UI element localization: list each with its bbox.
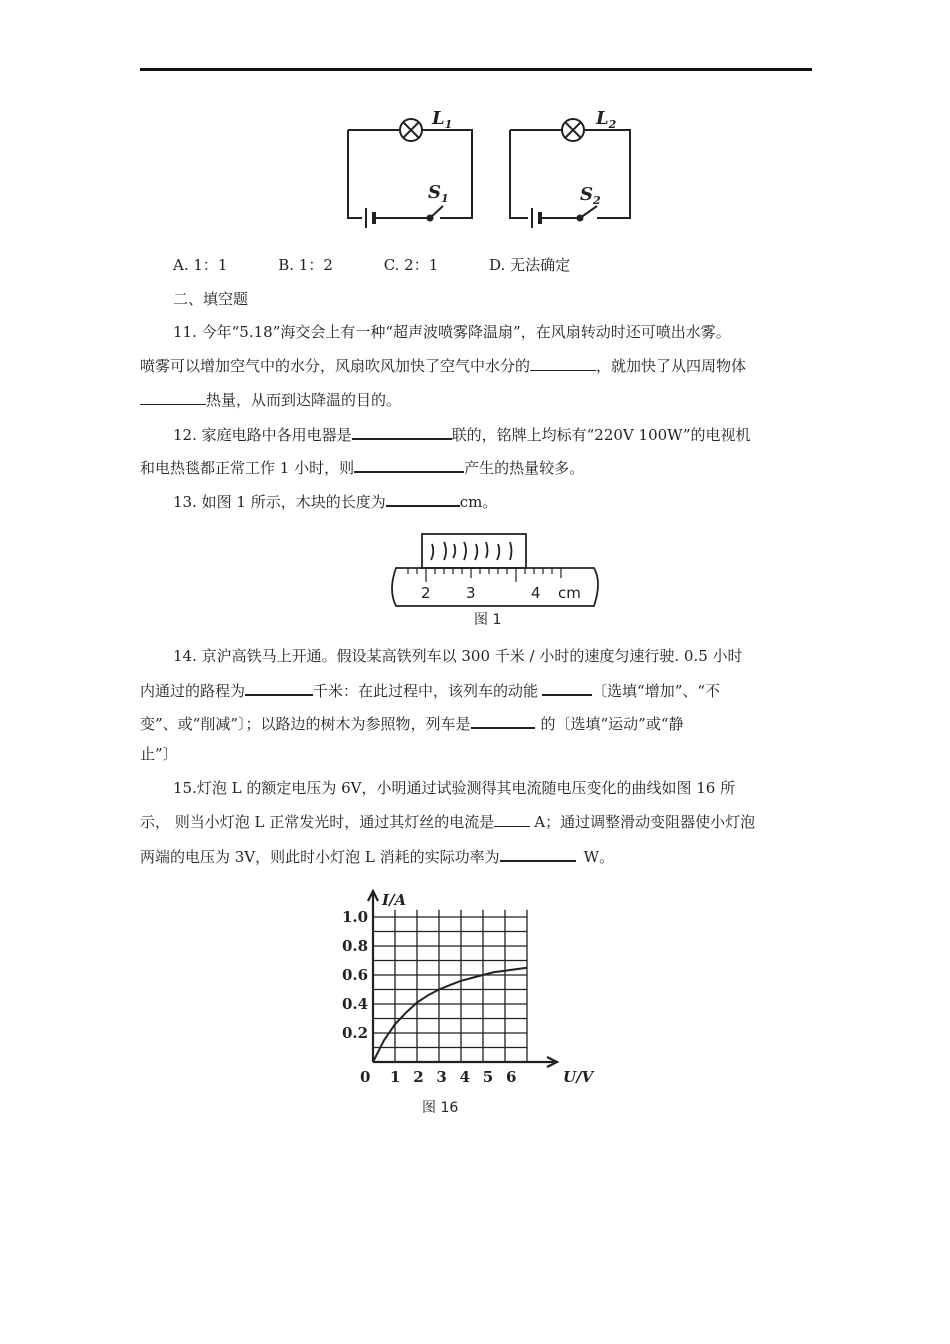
x-tick-label: 3 <box>436 1068 447 1086</box>
switch-sub-2: 2 <box>593 194 601 207</box>
ruler-unit: cm <box>558 584 581 602</box>
ruler-caption: 图 1 <box>474 612 502 628</box>
section-title: 二、填空题 <box>173 290 249 308</box>
q13-line: 13. 如图 1 所示，木块的长度为 cm。 <box>173 490 497 512</box>
lamp-label-1: L <box>432 108 445 129</box>
option-b: B. 1：2 <box>278 256 333 274</box>
ruler-tick-2: 2 <box>421 584 431 602</box>
q11-line-1: 11. 今年“5.18”海交会上有一种“超声波喷雾降温扇”，在风扇转动时还可喷出水雾。 <box>173 323 731 341</box>
ruler-tick-3: 3 <box>466 584 476 602</box>
axes-lines <box>373 893 555 1062</box>
q15-blank-2[interactable] <box>500 845 576 862</box>
x-tick-label: 4 <box>459 1068 471 1086</box>
q14-blank-2[interactable] <box>542 679 592 696</box>
q10-options <box>173 255 616 275</box>
y-tick-label: 0.4 <box>342 995 369 1013</box>
y-tick-label: 0.6 <box>342 966 369 984</box>
svg-text:L2 <box>595 108 617 131</box>
q14-line-3: 变”、或“削减”〕；以路边的树木为参照物，列车是 的〔选填“运动”或“静 <box>140 712 684 734</box>
y-axis-label: I/A <box>382 891 407 909</box>
q14-line-1: 14. 京沪高铁马上开通。假设某高铁列车以 300 千米 / 小时的速度匀速行驶. 0.5 小时 <box>173 647 743 665</box>
q11-line-2: 喷雾可以增加空气中的水分，风扇吹风加快了空气中水分的 ，就加快了从四周物体 <box>140 357 747 375</box>
option-c: C. 2：1 <box>383 256 439 274</box>
q15-blank-1[interactable] <box>494 811 530 827</box>
switch-sub-1: 1 <box>441 192 449 205</box>
svg-text:L1 <box>431 108 452 131</box>
q11-blank-2[interactable] <box>140 389 206 405</box>
option-a: A. 1：1 <box>173 256 228 274</box>
graph-caption: 图 16 <box>422 1100 459 1116</box>
origin-label: 0 <box>360 1068 371 1086</box>
q15-line-2: 示， 则当小灯泡 L 正常发光时，通过其灯丝的电流是 A；通过调整滑动变阻器使小灯泡 <box>140 813 756 831</box>
circuit-diagram-2 <box>502 100 642 230</box>
x-tick-label: 1 <box>390 1068 401 1086</box>
x-axis-label: U/V <box>563 1068 594 1086</box>
ruler-tick-4: 4 <box>531 584 541 602</box>
q12-line-2: 和电热毯都正常工作 1 小时，则 产生的热量较多。 <box>140 456 584 478</box>
header-rule <box>140 68 812 71</box>
switch-label-1: S <box>428 182 441 203</box>
y-tick-label: 0.8 <box>342 937 369 955</box>
q14-line-2: 内通过的路程为 千米：在此过程中，该列车的动能 〔选填“增加”、“不 <box>140 679 720 701</box>
q11-line-3: 热量，从而到达降温的目的。 <box>140 389 401 410</box>
q14-blank-3[interactable] <box>471 712 535 729</box>
q14-blank-1[interactable] <box>245 679 313 696</box>
lamp-sub-1: 1 <box>444 118 453 131</box>
ruler-figure <box>386 530 606 630</box>
q15-line-1: 15.灯泡 L 的额定电压为 6V，小明通过试验测得其电流随电压变化的曲线如图 16 所 <box>173 779 736 797</box>
q14-line-4: 止”〕 <box>140 745 178 763</box>
x-tick-label: 6 <box>506 1068 517 1086</box>
switch-label-2: S <box>580 184 593 205</box>
y-tick-label: 0.2 <box>342 1024 369 1042</box>
circuit-diagram-1 <box>340 100 480 230</box>
y-tick-label: 1.0 <box>342 908 369 926</box>
lamp-sub-2: 2 <box>608 118 617 131</box>
svg-text:S2 <box>580 184 601 207</box>
q12-blank-1[interactable] <box>352 423 452 440</box>
q13-blank[interactable] <box>386 490 460 507</box>
q12-blank-2[interactable] <box>354 456 464 473</box>
x-tick-label: 2 <box>413 1068 424 1086</box>
iv-graph <box>340 885 594 1120</box>
option-d: D. 无法确定 <box>489 256 571 274</box>
q11-blank-1[interactable] <box>530 355 596 371</box>
lamp-label-2: L <box>596 108 609 129</box>
svg-text:S1 <box>428 182 449 205</box>
q12-line-1: 12. 家庭电路中各用电器是 联的，铭牌上均标有“220V 100W”的电视机 <box>173 423 751 445</box>
x-tick-label: 5 <box>482 1068 494 1086</box>
q15-line-3: 两端的电压为 3V，则此时小灯泡 L 消耗的实际功率为 W。 <box>140 845 614 867</box>
